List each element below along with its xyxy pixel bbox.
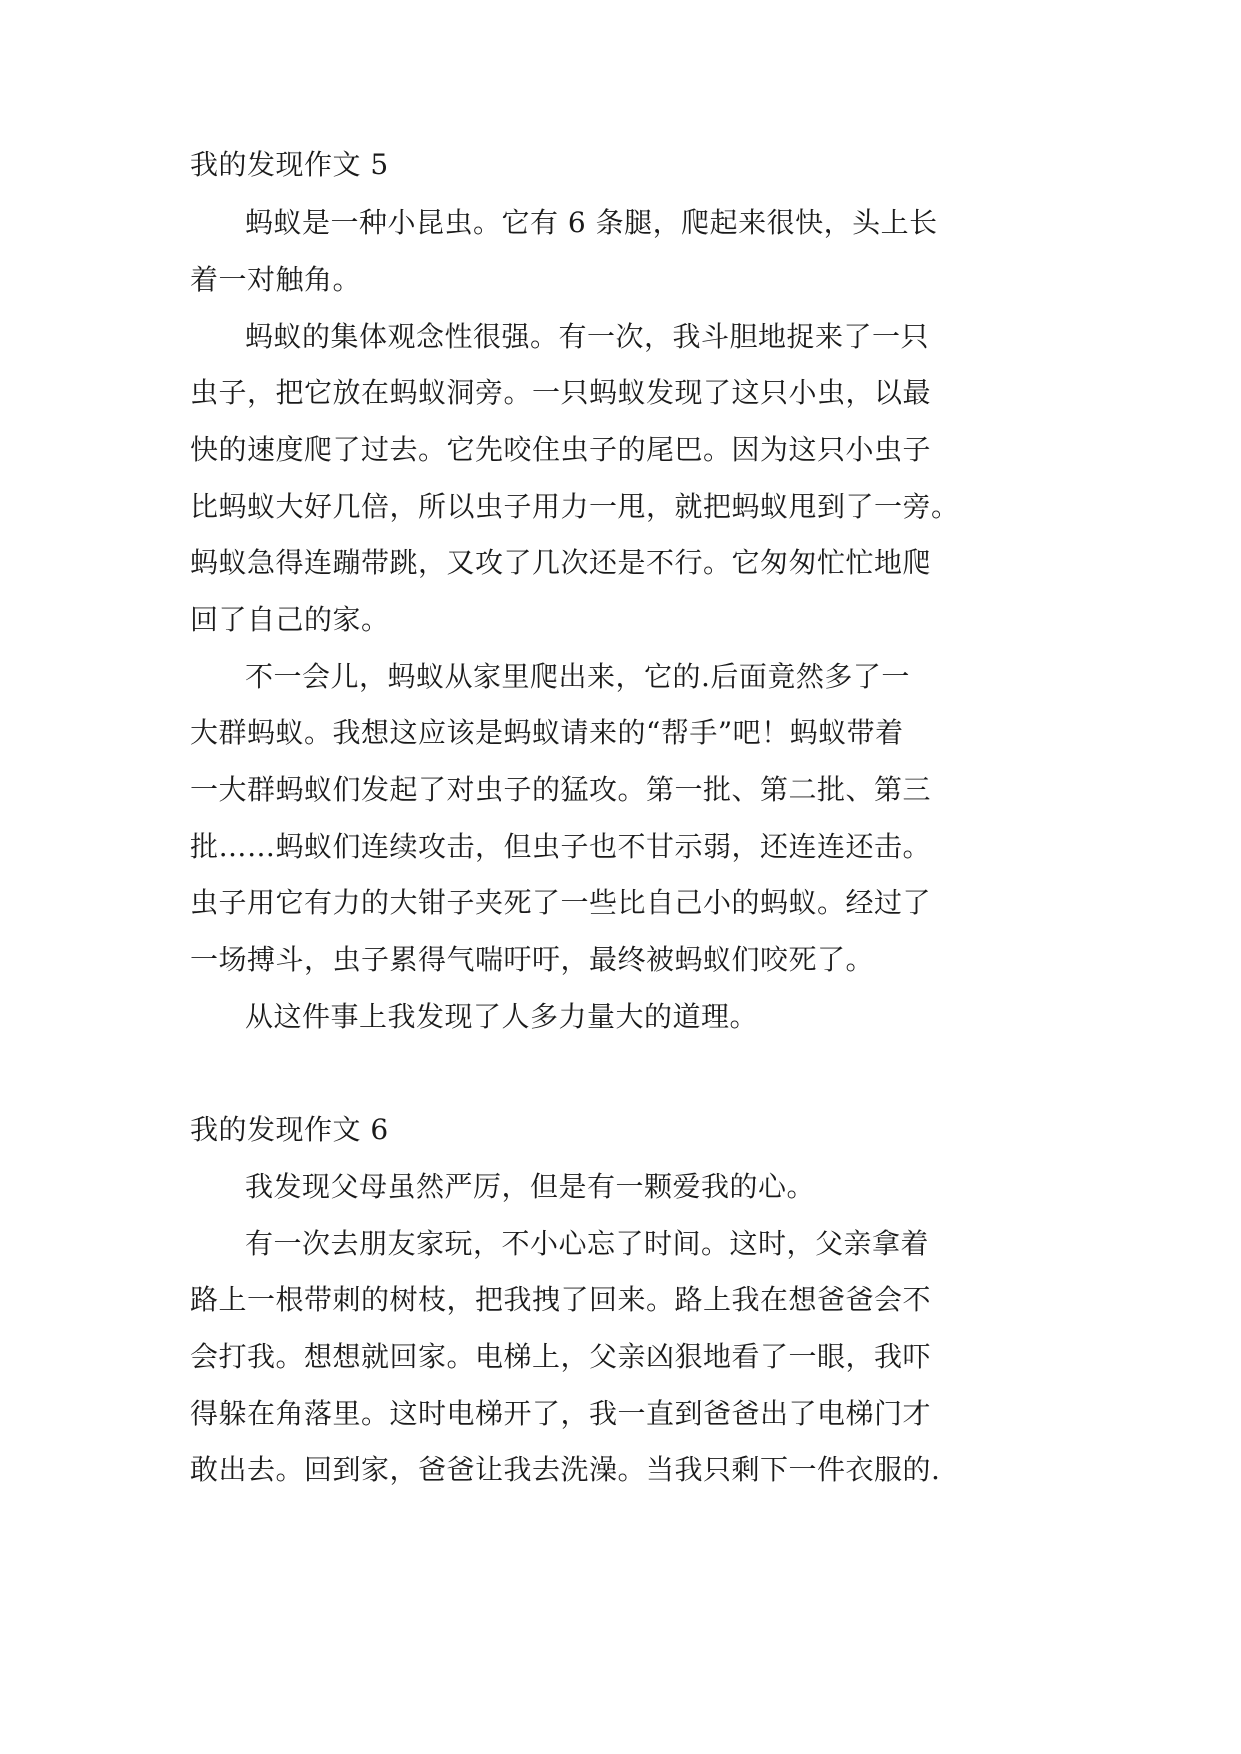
- paragraph-line: 虫子用它有力的大钳子夹死了一些比自己小的蚂蚁。经过了: [190, 886, 932, 919]
- paragraph-line: 得躲在角落里。这时电梯开了，我一直到爸爸出了电梯门才: [190, 1397, 932, 1430]
- paragraph-line: 蚂蚁急得连蹦带跳，又攻了几次还是不行。它匆匆忙忙地爬: [190, 546, 932, 579]
- paragraph-line: 不一会儿，蚂蚁从家里爬出来，它的.后面竟然多了一: [245, 660, 910, 693]
- section-title: 我的发现作文 6: [190, 1113, 389, 1146]
- paragraph-line: 敢出去。回到家，爸爸让我去洗澡。当我只剩下一件衣服的.: [190, 1453, 941, 1486]
- paragraph-line: 会打我。想想就回家。电梯上，父亲凶狠地看了一眼，我吓: [190, 1340, 932, 1373]
- paragraph-line: 路上一根带刺的树枝，把我拽了回来。路上我在想爸爸会不: [190, 1283, 932, 1316]
- paragraph-line: 虫子，把它放在蚂蚁洞旁。一只蚂蚁发现了这只小虫，以最: [190, 376, 932, 409]
- paragraph-line: 回了自己的家。: [190, 603, 390, 636]
- paragraph-line: 一场搏斗，虫子累得气喘吁吁，最终被蚂蚁们咬死了。: [190, 943, 875, 976]
- paragraph-line: 快的速度爬了过去。它先咬住虫子的尾巴。因为这只小虫子: [190, 433, 932, 466]
- paragraph-line: 我发现父母虽然严厉，但是有一颗爱我的心。: [245, 1170, 816, 1203]
- paragraph-line: 从这件事上我发现了人多力量大的道理。: [245, 1000, 759, 1033]
- paragraph-line: 比蚂蚁大好几倍，所以虫子用力一甩，就把蚂蚁甩到了一旁。: [190, 490, 960, 523]
- paragraph-line: 一大群蚂蚁们发起了对虫子的猛攻。第一批、第二批、第三: [190, 773, 932, 806]
- paragraph-line: 蚂蚁的集体观念性很强。有一次，我斗胆地捉来了一只: [245, 320, 930, 353]
- paragraph-line: 着一对触角。: [190, 263, 362, 296]
- section-title: 我的发现作文 5: [190, 148, 389, 181]
- paragraph-line: 批……蚂蚁们连续攻击，但虫子也不甘示弱，还连连还击。: [190, 830, 932, 863]
- paragraph-line: 蚂蚁是一种小昆虫。它有 6 条腿，爬起来很快，头上长: [245, 206, 938, 239]
- paragraph-line: 有一次去朋友家玩，不小心忘了时间。这时，父亲拿着: [245, 1227, 930, 1260]
- paragraph-line: 大群蚂蚁。我想这应该是蚂蚁请来的“帮手”吧！蚂蚁带着: [190, 716, 904, 749]
